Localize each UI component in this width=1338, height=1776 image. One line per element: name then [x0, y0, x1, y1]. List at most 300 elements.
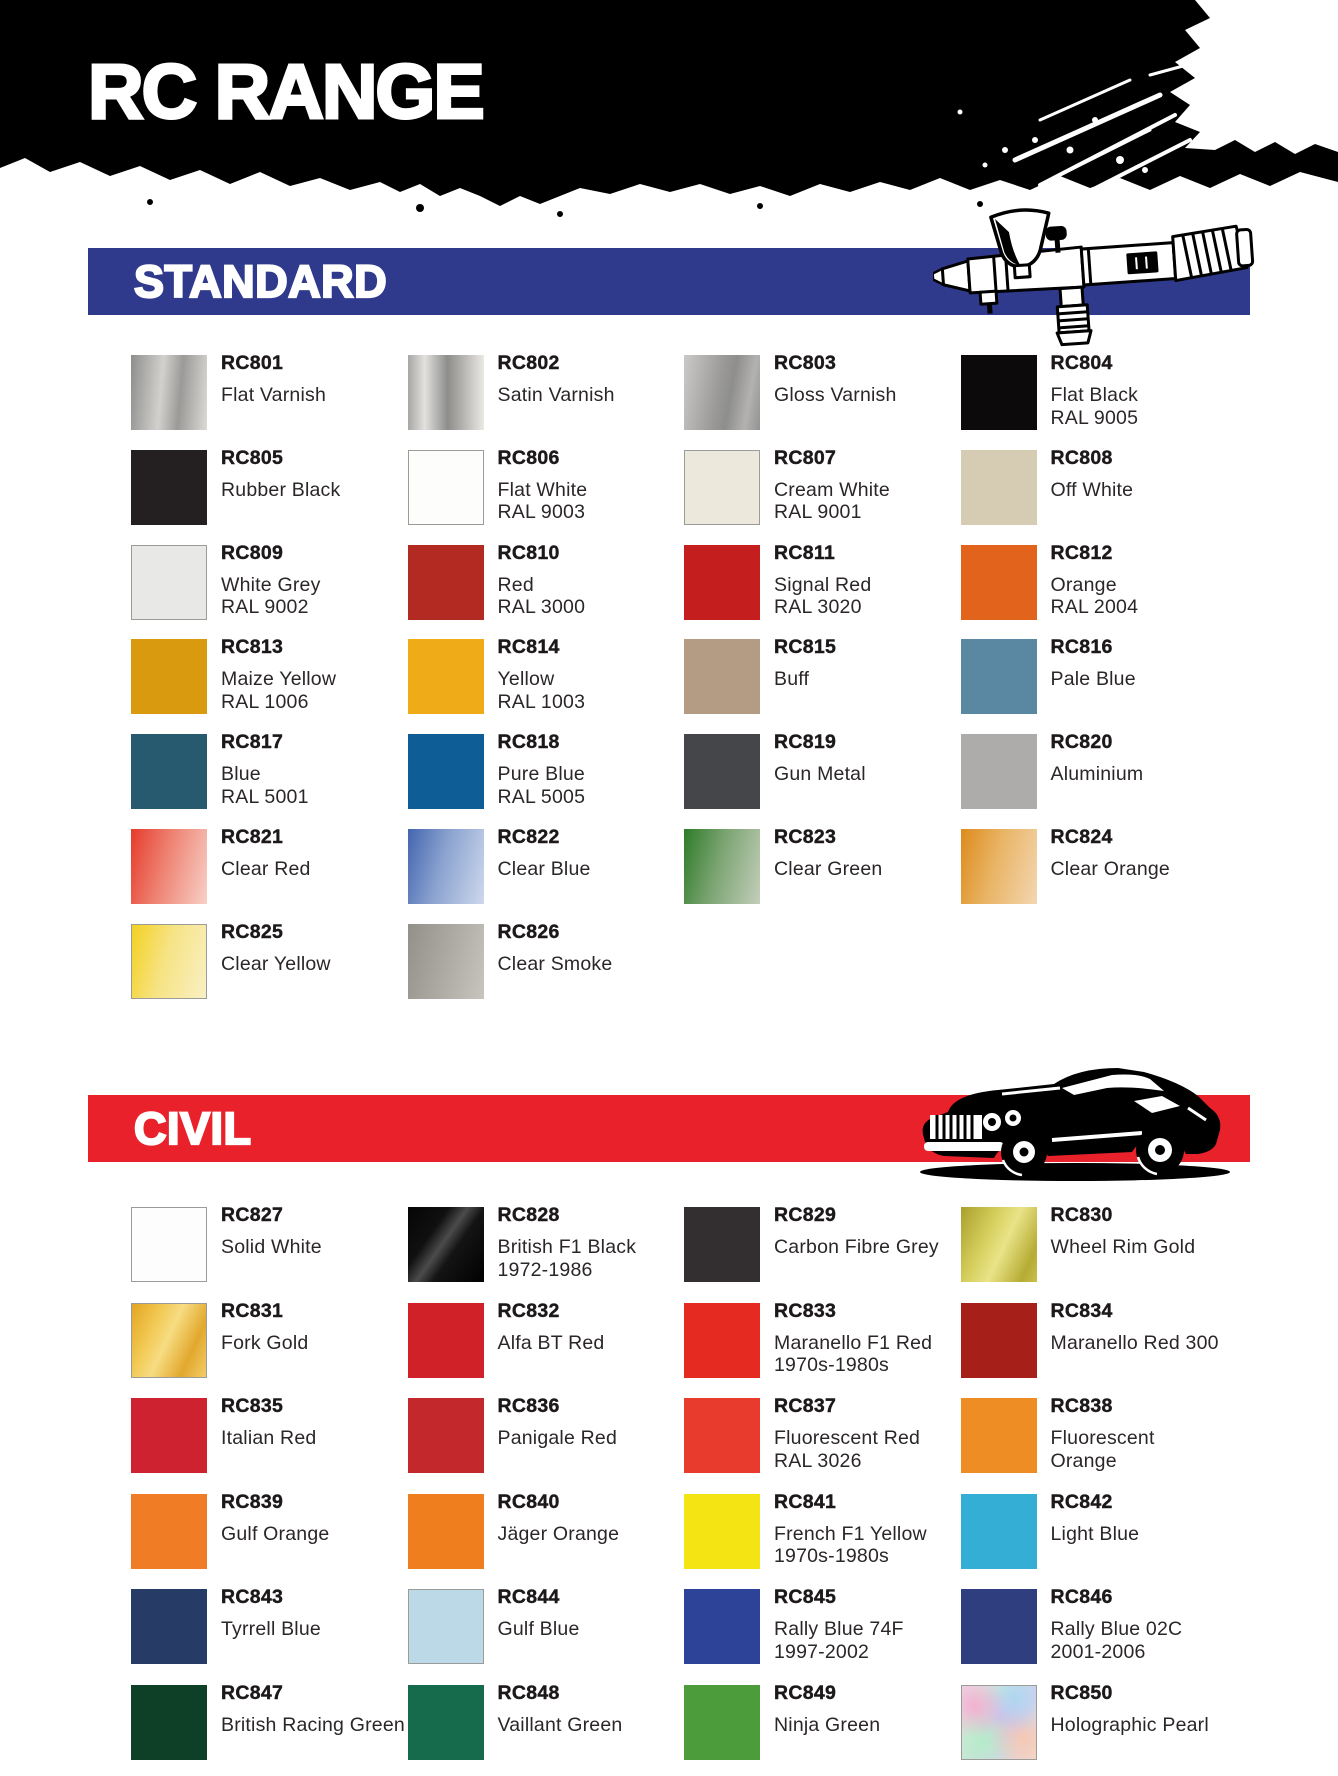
color-swatch	[408, 1685, 484, 1760]
swatch-item	[684, 1681, 961, 1776]
color-swatch	[408, 545, 484, 620]
swatch-code: RC833	[774, 1299, 837, 1322]
swatch-item	[408, 731, 685, 829]
swatch-code: RC801	[221, 352, 284, 374]
color-swatch	[131, 639, 207, 714]
swatch-code: RC837	[774, 1395, 837, 1418]
swatch-name	[498, 763, 586, 808]
swatch-name-line: Orange	[1050, 573, 1117, 596]
swatch-name-line: 1997-2002	[774, 1640, 870, 1663]
swatch-code: RC846	[1050, 1586, 1113, 1609]
swatch-item	[684, 1299, 961, 1399]
swatch-text	[774, 1204, 939, 1259]
swatch-code: RC835	[221, 1395, 284, 1418]
swatch-item	[131, 1204, 408, 1303]
swatch-code: RC849	[774, 1681, 837, 1704]
swatch-text	[774, 1586, 904, 1663]
swatch-name-line: Satin Varnish	[497, 384, 615, 406]
swatch-name	[498, 1332, 605, 1355]
swatch-name-line: Clear Smoke	[497, 952, 613, 975]
swatch-name	[221, 1236, 322, 1259]
swatch-item	[684, 1586, 961, 1685]
color-swatch	[961, 639, 1037, 714]
color-swatch	[961, 1207, 1037, 1282]
swatch-name-line: British Racing Green	[221, 1713, 405, 1736]
swatch-name	[1051, 1332, 1219, 1355]
swatch-text	[497, 636, 586, 713]
swatch-code: RC830	[1050, 1204, 1113, 1226]
swatch-text	[221, 1490, 330, 1546]
swatch-item	[131, 1395, 408, 1494]
swatch-name-line: Vaillant Green	[497, 1713, 623, 1736]
swatch-text	[774, 1490, 927, 1568]
swatch-code: RC832	[497, 1299, 560, 1322]
swatch-text	[497, 1490, 620, 1546]
swatch-text	[774, 541, 872, 619]
swatch-code: RC827	[221, 1204, 284, 1226]
swatch-name	[774, 858, 882, 881]
airbrush-icon	[933, 203, 1265, 351]
swatch-name	[774, 574, 871, 619]
color-swatch	[131, 1685, 207, 1760]
swatch-name-line: RAL 2004	[1050, 596, 1139, 619]
swatch-item	[131, 446, 408, 545]
swatch-item	[961, 1204, 1238, 1303]
swatch-item	[408, 1681, 685, 1776]
swatch-name-line: Light Blue	[1050, 1522, 1140, 1545]
swatch-name-line: Pale Blue	[1050, 668, 1136, 691]
color-swatch	[408, 1398, 484, 1473]
swatch-name	[774, 1332, 932, 1377]
swatch-item	[684, 1204, 961, 1303]
swatch-name-line: RAL 1006	[221, 690, 309, 713]
swatch-text	[774, 731, 866, 786]
swatch-item	[408, 920, 685, 1019]
swatch-name	[774, 763, 866, 786]
swatch-text	[497, 825, 591, 881]
swatch-name-line: Gloss Varnish	[774, 384, 897, 406]
swatch-name-line: Solid White	[221, 1236, 322, 1258]
color-swatch	[684, 1303, 760, 1378]
swatch-name-line: Clear Green	[774, 857, 883, 880]
swatch-code: RC847	[221, 1681, 284, 1704]
swatch-name-line: Flat Black	[1050, 384, 1139, 406]
swatch-name-line: RAL 9005	[1050, 406, 1139, 429]
swatch-name	[221, 1618, 321, 1641]
swatch-name-line: Off White	[1050, 478, 1134, 501]
swatch-item	[684, 446, 961, 545]
swatch-text	[1050, 1490, 1140, 1546]
swatch-name	[774, 384, 897, 407]
color-swatch	[131, 545, 207, 620]
swatch-text	[497, 446, 588, 524]
swatch-code: RC848	[497, 1681, 560, 1704]
swatch-name-line: Pure Blue	[497, 763, 585, 786]
swatch-name-line: British F1 Black	[497, 1236, 637, 1258]
swatch-text	[1050, 541, 1139, 619]
color-swatch	[684, 639, 760, 714]
swatch-code: RC802	[497, 352, 560, 374]
swatch-name-line: RAL 9001	[774, 501, 862, 524]
swatch-item	[684, 1490, 961, 1590]
color-swatch	[684, 829, 760, 904]
swatch-code: RC838	[1050, 1395, 1113, 1418]
color-swatch	[408, 1589, 484, 1664]
swatch-name-line: Clear Red	[221, 857, 311, 880]
color-swatch	[408, 450, 484, 525]
swatch-item	[131, 352, 408, 450]
swatch-name-line: Wheel Rim Gold	[1050, 1236, 1196, 1258]
swatch-name	[221, 1714, 405, 1737]
color-swatch	[408, 355, 484, 430]
swatch-name	[498, 479, 588, 524]
swatch-text	[221, 1395, 317, 1450]
swatch-code: RC828	[497, 1204, 560, 1226]
swatch-text	[1050, 352, 1139, 429]
swatch-text	[774, 1395, 921, 1472]
swatch-name-line: Gun Metal	[774, 763, 866, 786]
color-swatch	[408, 639, 484, 714]
swatch-name	[221, 1523, 329, 1546]
swatch-name-line: White Grey	[221, 573, 321, 596]
swatch-code: RC829	[774, 1204, 837, 1226]
swatch-name-line: Tyrrell Blue	[221, 1618, 321, 1641]
swatch-text	[221, 446, 341, 502]
swatch-name-line: RAL 3020	[774, 596, 862, 619]
swatch-name	[774, 1618, 904, 1663]
swatch-text	[221, 541, 321, 619]
swatch-name	[221, 479, 340, 502]
color-swatch	[131, 1589, 207, 1664]
civil-swatch-grid	[131, 1204, 1237, 1776]
swatch-name-line: 1972-1986	[497, 1258, 593, 1281]
swatch-code: RC816	[1050, 636, 1113, 659]
swatch-name-line: Maize Yellow	[221, 668, 337, 691]
swatch-item	[131, 541, 408, 640]
swatch-name	[498, 384, 615, 407]
swatch-name-line: Maranello Red 300	[1050, 1331, 1219, 1354]
swatch-name	[498, 574, 586, 619]
swatch-item	[408, 1204, 685, 1303]
color-swatch	[961, 1303, 1037, 1378]
swatch-name-line: RAL 9002	[221, 596, 309, 619]
swatch-item	[408, 1299, 685, 1399]
swatch-text	[1050, 731, 1144, 786]
swatch-item	[961, 1299, 1238, 1399]
swatch-name	[221, 574, 321, 619]
color-swatch	[408, 829, 484, 904]
swatch-item	[408, 1395, 685, 1494]
swatch-item	[408, 446, 685, 545]
swatch-name	[1051, 384, 1139, 429]
swatch-name	[774, 1714, 880, 1737]
swatch-item	[684, 352, 961, 450]
swatch-name-line: Rally Blue 74F	[774, 1618, 904, 1641]
swatch-name	[774, 479, 890, 524]
color-swatch	[961, 1398, 1037, 1473]
swatch-name	[774, 668, 836, 691]
swatch-code: RC840	[497, 1490, 560, 1513]
swatch-text	[774, 1681, 881, 1737]
swatch-code: RC811	[774, 541, 836, 564]
swatch-item	[684, 825, 961, 924]
swatch-name	[221, 384, 326, 407]
section-title-standard: STANDARD	[134, 256, 388, 307]
swatch-name-line: Clear Blue	[497, 857, 591, 880]
swatch-code: RC808	[1050, 446, 1113, 469]
swatch-name	[1051, 1427, 1155, 1472]
swatch-code: RC813	[221, 636, 284, 659]
swatch-text	[221, 1681, 405, 1737]
swatch-item	[961, 1681, 1238, 1776]
swatch-text	[1050, 825, 1170, 881]
swatch-name-line: 1970s-1980s	[774, 1545, 889, 1568]
color-swatch	[408, 1303, 484, 1378]
swatch-name-line: Aluminium	[1050, 763, 1144, 786]
swatch-name-line: RAL 3026	[774, 1449, 862, 1472]
swatch-code: RC817	[221, 731, 284, 754]
swatch-name-line: Gulf Blue	[497, 1618, 580, 1641]
swatch-name	[221, 858, 311, 881]
swatch-name-line: RAL 3000	[497, 596, 586, 619]
swatch-text	[497, 541, 586, 619]
color-swatch	[131, 355, 207, 430]
section-title-civil: CIVIL	[134, 1103, 252, 1154]
swatch-item	[684, 636, 961, 734]
swatch-item	[961, 446, 1238, 545]
swatch-item	[131, 636, 408, 734]
swatch-text	[1050, 446, 1134, 502]
swatch-name	[498, 1523, 620, 1546]
swatch-name-line: Maranello F1 Red	[774, 1331, 933, 1354]
swatch-item	[408, 352, 685, 450]
swatch-item	[684, 541, 961, 640]
swatch-name-line: Jäger Orange	[497, 1522, 620, 1545]
color-swatch	[131, 1494, 207, 1569]
swatch-code: RC839	[221, 1490, 284, 1513]
swatch-item	[961, 541, 1238, 640]
swatch-name	[774, 1427, 920, 1472]
swatch-name	[1051, 668, 1136, 691]
standard-swatch-grid	[131, 352, 1237, 1019]
color-swatch	[961, 545, 1037, 620]
swatch-code: RC807	[774, 446, 837, 469]
color-swatch	[131, 1398, 207, 1473]
color-swatch	[961, 450, 1037, 525]
swatch-name	[498, 668, 586, 713]
swatch-text	[221, 1204, 322, 1259]
swatch-code: RC824	[1050, 825, 1113, 848]
swatch-item	[131, 920, 408, 1019]
swatch-name	[1051, 1236, 1196, 1259]
swatch-text	[497, 1681, 623, 1737]
swatch-name-line: Carbon Fibre Grey	[774, 1236, 939, 1258]
swatch-name-line: Rubber Black	[221, 478, 341, 501]
color-swatch	[961, 829, 1037, 904]
swatch-item	[684, 1395, 961, 1494]
swatch-code: RC810	[497, 541, 560, 564]
swatch-code: RC844	[497, 1586, 560, 1609]
swatch-text	[774, 352, 897, 407]
color-swatch	[684, 545, 760, 620]
swatch-item	[131, 825, 408, 924]
swatch-name	[221, 953, 331, 976]
swatch-name-line: Flat White	[497, 478, 588, 501]
swatch-code: RC826	[497, 920, 560, 943]
swatch-name	[498, 1236, 637, 1281]
swatch-text	[774, 446, 890, 524]
color-swatch	[684, 1589, 760, 1664]
swatch-name	[498, 1714, 623, 1737]
swatch-text	[774, 825, 883, 881]
swatch-text	[497, 1586, 580, 1641]
swatch-name-line: Gulf Orange	[221, 1522, 330, 1545]
swatch-code: RC821	[221, 825, 284, 848]
color-swatch	[684, 450, 760, 525]
swatch-code: RC834	[1050, 1299, 1113, 1322]
swatch-text	[221, 920, 331, 976]
swatch-text	[221, 731, 309, 808]
swatch-item	[131, 731, 408, 829]
swatch-text	[221, 825, 311, 881]
car-icon	[910, 1060, 1244, 1186]
swatch-name-line: Rally Blue 02C	[1050, 1618, 1183, 1641]
swatch-code: RC841	[774, 1490, 837, 1513]
swatch-item	[131, 1490, 408, 1590]
swatch-name-line: Cream White	[774, 478, 890, 501]
swatch-name-line: Clear Orange	[1050, 857, 1170, 880]
swatch-code: RC823	[774, 825, 837, 848]
swatch-name-line: 1970s-1980s	[774, 1354, 889, 1377]
swatch-text	[774, 636, 837, 691]
swatch-text	[774, 1299, 933, 1377]
swatch-text	[1050, 1299, 1219, 1355]
swatch-code: RC831	[221, 1299, 284, 1322]
swatch-item	[961, 1490, 1238, 1590]
swatch-item	[131, 1299, 408, 1399]
color-swatch	[684, 734, 760, 809]
swatch-name-line: Italian Red	[221, 1427, 317, 1450]
swatch-item	[961, 636, 1238, 734]
swatch-code: RC818	[497, 731, 560, 754]
swatch-item	[131, 1586, 408, 1685]
swatch-name	[498, 953, 613, 976]
swatch-item	[408, 825, 685, 924]
swatch-text	[221, 352, 326, 407]
swatch-name-line: RAL 9003	[497, 501, 586, 524]
swatch-code: RC843	[221, 1586, 284, 1609]
swatch-item	[961, 731, 1238, 829]
color-swatch	[961, 1494, 1037, 1569]
color-swatch	[684, 355, 760, 430]
color-swatch	[408, 924, 484, 999]
swatch-name-line: Flat Varnish	[221, 384, 326, 406]
swatch-name	[1051, 574, 1139, 619]
swatch-item	[961, 352, 1238, 450]
swatch-name-line: Holographic Pearl	[1050, 1713, 1209, 1736]
swatch-name-line: Buff	[774, 668, 810, 691]
swatch-name	[498, 858, 591, 881]
swatch-text	[1050, 1681, 1209, 1737]
swatch-code: RC820	[1050, 731, 1113, 754]
swatch-name	[774, 1236, 939, 1259]
swatch-name	[1051, 763, 1144, 786]
swatch-name	[1051, 858, 1170, 881]
swatch-name-line: Blue	[221, 763, 261, 786]
color-swatch	[408, 734, 484, 809]
swatch-code: RC803	[774, 352, 837, 374]
swatch-name	[1051, 1714, 1209, 1737]
swatch-text	[1050, 1204, 1196, 1259]
swatch-item	[408, 1490, 685, 1590]
swatch-code: RC805	[221, 446, 284, 469]
swatch-name-line: Ninja Green	[774, 1713, 881, 1736]
swatch-item	[408, 1586, 685, 1685]
swatch-name-line: Panigale Red	[497, 1427, 617, 1450]
swatch-code: RC842	[1050, 1490, 1113, 1513]
swatch-name	[221, 1427, 316, 1450]
swatch-text	[1050, 636, 1136, 691]
color-swatch	[408, 1494, 484, 1569]
swatch-item	[961, 1395, 1238, 1494]
color-swatch	[684, 1207, 760, 1282]
color-swatch	[408, 1207, 484, 1282]
swatch-name	[221, 1332, 308, 1355]
swatch-code: RC812	[1050, 541, 1113, 564]
swatch-name-line: Orange	[1050, 1449, 1117, 1472]
color-swatch	[961, 355, 1037, 430]
swatch-name	[774, 1523, 927, 1568]
swatch-name	[221, 668, 336, 713]
color-swatch	[961, 1685, 1037, 1760]
swatch-text	[221, 1586, 321, 1641]
color-swatch	[131, 450, 207, 525]
swatch-item	[131, 1681, 408, 1776]
swatch-name-line: Fork Gold	[221, 1331, 309, 1354]
page-title: RC RANGE	[88, 49, 483, 135]
swatch-code: RC819	[774, 731, 837, 754]
swatch-item	[961, 825, 1238, 924]
color-swatch	[131, 734, 207, 809]
swatch-code: RC836	[497, 1395, 560, 1418]
swatch-code: RC809	[221, 541, 284, 564]
swatch-name-line: Signal Red	[774, 573, 872, 596]
swatch-text	[1050, 1395, 1155, 1472]
swatch-name	[1051, 1618, 1183, 1663]
swatch-text	[497, 731, 586, 808]
color-swatch	[131, 1207, 207, 1282]
color-swatch	[684, 1685, 760, 1760]
swatch-name-line: Clear Yellow	[221, 952, 331, 975]
swatch-name-line: Fluorescent Red	[774, 1427, 921, 1450]
swatch-item	[408, 636, 685, 734]
swatch-code: RC815	[774, 636, 837, 659]
swatch-name-line: 2001-2006	[1050, 1640, 1146, 1663]
swatch-code: RC822	[497, 825, 560, 848]
swatch-name	[1051, 479, 1134, 502]
swatch-text	[497, 1299, 605, 1355]
swatch-text	[497, 352, 615, 407]
swatch-text	[221, 636, 337, 713]
swatch-code: RC825	[221, 920, 284, 943]
color-swatch	[961, 734, 1037, 809]
color-swatch	[684, 1398, 760, 1473]
swatch-code: RC845	[774, 1586, 837, 1609]
swatch-text	[221, 1299, 309, 1355]
swatch-name-line: Yellow	[497, 668, 555, 691]
swatch-name-line: French F1 Yellow	[774, 1522, 927, 1545]
swatch-item	[961, 1586, 1238, 1685]
